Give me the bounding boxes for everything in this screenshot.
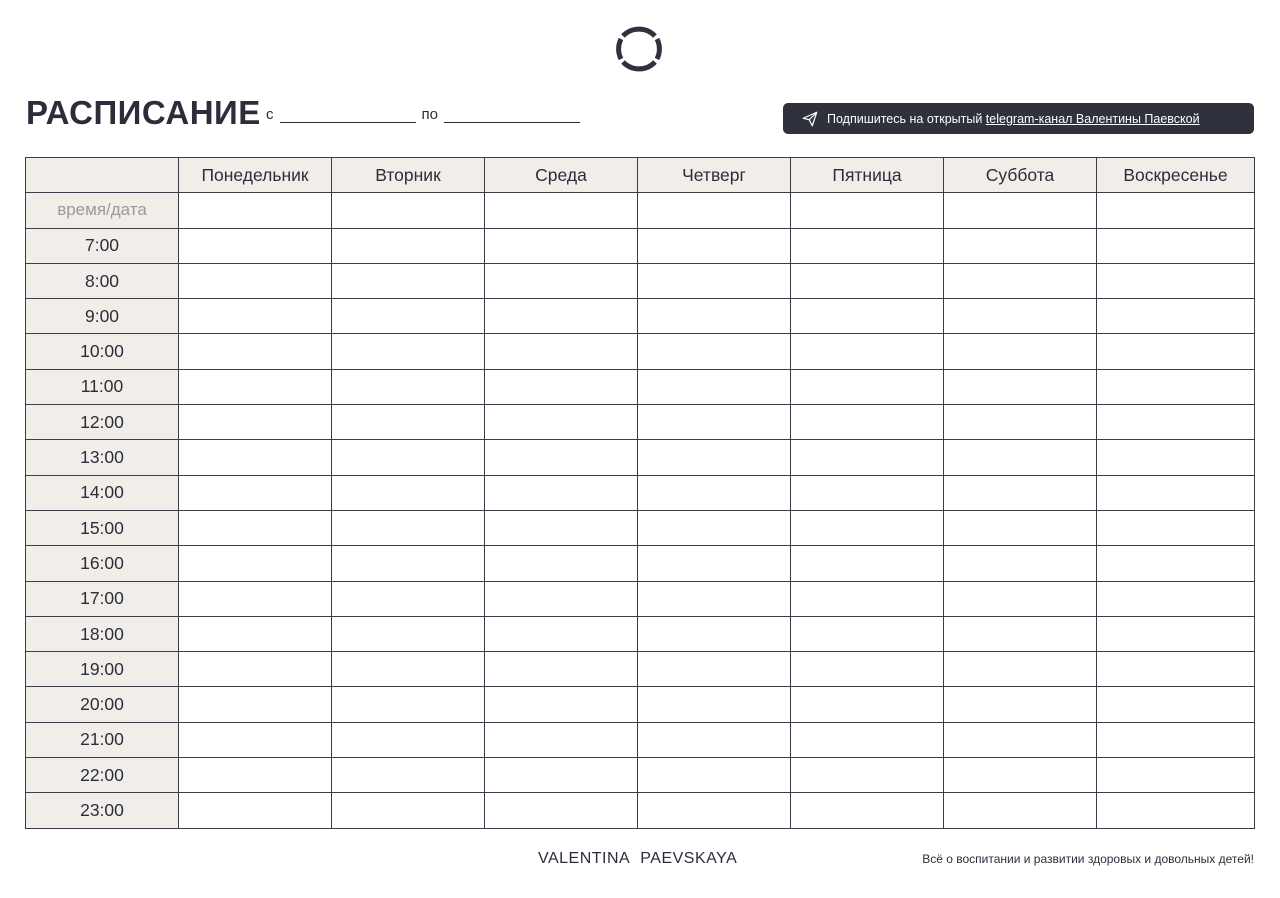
schedule-cell[interactable] [944, 475, 1097, 510]
schedule-cell[interactable] [944, 687, 1097, 722]
schedule-cell[interactable] [791, 793, 944, 828]
time-label: 15:00 [26, 510, 179, 545]
schedule-cell[interactable] [332, 687, 485, 722]
schedule-cell[interactable] [791, 758, 944, 793]
schedule-cell[interactable] [179, 334, 332, 369]
day-header: Пятница [791, 158, 944, 193]
schedule-cell[interactable] [791, 263, 944, 298]
to-label: по [421, 106, 438, 123]
schedule-cell[interactable] [791, 652, 944, 687]
footer-tagline: Всё о воспитании и развитии здоровых и довольных детей! [922, 852, 1254, 866]
schedule-cell[interactable] [944, 334, 1097, 369]
schedule-cell[interactable] [485, 263, 638, 298]
day-header: Воскресенье [1097, 158, 1255, 193]
from-date-field[interactable] [280, 107, 416, 123]
schedule-cell[interactable] [485, 405, 638, 440]
schedule-cell[interactable] [1097, 440, 1255, 475]
schedule-cell[interactable] [179, 581, 332, 616]
schedule-cell[interactable] [638, 475, 791, 510]
schedule-cell[interactable] [944, 369, 1097, 404]
schedule-cell[interactable] [332, 299, 485, 334]
day-header: Суббота [944, 158, 1097, 193]
schedule-cell[interactable] [1097, 652, 1255, 687]
time-row [26, 652, 1255, 687]
from-label: с [266, 106, 274, 123]
schedule-cell[interactable] [332, 475, 485, 510]
schedule-cell[interactable] [485, 687, 638, 722]
schedule-cell[interactable] [944, 299, 1097, 334]
schedule-cell[interactable] [485, 793, 638, 828]
schedule-cell[interactable] [944, 616, 1097, 651]
corner-cell [26, 158, 179, 193]
time-label: 23:00 [26, 793, 179, 828]
telegram-send-icon [801, 110, 819, 128]
time-row [26, 228, 1255, 263]
schedule-cell[interactable] [332, 334, 485, 369]
to-date-field[interactable] [444, 107, 580, 123]
time-row [26, 334, 1255, 369]
schedule-cell[interactable] [485, 228, 638, 263]
schedule-cell[interactable] [485, 440, 638, 475]
schedule-cell[interactable] [638, 652, 791, 687]
schedule-cell[interactable] [638, 510, 791, 545]
schedule-cell[interactable] [1097, 299, 1255, 334]
schedule-cell[interactable] [485, 652, 638, 687]
time-label: 9:00 [26, 299, 179, 334]
time-row [26, 722, 1255, 757]
time-row [26, 546, 1255, 581]
day-header-row [26, 158, 1255, 193]
schedule-cell[interactable] [332, 440, 485, 475]
schedule-cell[interactable] [485, 299, 638, 334]
schedule-cell[interactable] [944, 228, 1097, 263]
day-header: Среда [485, 158, 638, 193]
schedule-cell[interactable] [638, 299, 791, 334]
time-label: 14:00 [26, 475, 179, 510]
date-cell[interactable] [791, 193, 944, 228]
footer-brand: VALENTINA PAEVSKAYA [538, 850, 738, 867]
schedule-cell[interactable] [791, 369, 944, 404]
telegram-subscribe-button[interactable] [783, 103, 1254, 134]
schedule-cell[interactable] [944, 440, 1097, 475]
schedule-cell[interactable] [1097, 722, 1255, 757]
schedule-cell[interactable] [791, 581, 944, 616]
schedule-cell[interactable] [332, 793, 485, 828]
schedule-cell[interactable] [638, 722, 791, 757]
schedule-cell[interactable] [1097, 334, 1255, 369]
schedule-cell[interactable] [638, 440, 791, 475]
schedule-cell[interactable] [179, 440, 332, 475]
schedule-cell[interactable] [791, 228, 944, 263]
time-row [26, 405, 1255, 440]
schedule-cell[interactable] [485, 758, 638, 793]
schedule-cell[interactable] [179, 263, 332, 298]
time-row [26, 616, 1255, 651]
schedule-cell[interactable] [179, 793, 332, 828]
schedule-cell[interactable] [1097, 546, 1255, 581]
day-header: Четверг [638, 158, 791, 193]
schedule-cell[interactable] [944, 581, 1097, 616]
schedule-cell[interactable] [179, 369, 332, 404]
time-row [26, 263, 1255, 298]
schedule-cell[interactable] [791, 510, 944, 545]
schedule-cell[interactable] [1097, 405, 1255, 440]
schedule-cell[interactable] [791, 616, 944, 651]
schedule-cell[interactable] [179, 652, 332, 687]
schedule-cell[interactable] [332, 405, 485, 440]
schedule-cell[interactable] [485, 334, 638, 369]
schedule-cell[interactable] [179, 546, 332, 581]
schedule-table [25, 157, 1255, 829]
schedule-cell[interactable] [1097, 369, 1255, 404]
schedule-cell[interactable] [179, 405, 332, 440]
schedule-cell[interactable] [179, 722, 332, 757]
schedule-cell[interactable] [1097, 793, 1255, 828]
date-row-label: время/дата [26, 193, 179, 228]
time-label: 7:00 [26, 228, 179, 263]
telegram-text: Подпишитесь на открытый [827, 111, 986, 126]
schedule-cell[interactable] [1097, 263, 1255, 298]
schedule-cell[interactable] [332, 758, 485, 793]
time-row [26, 475, 1255, 510]
brand-logo-icon [614, 24, 664, 74]
schedule-cell[interactable] [944, 405, 1097, 440]
schedule-cell[interactable] [332, 228, 485, 263]
time-label: 17:00 [26, 581, 179, 616]
schedule-cell[interactable] [638, 687, 791, 722]
schedule-cell[interactable] [179, 475, 332, 510]
schedule-cell[interactable] [791, 299, 944, 334]
date-cell[interactable] [485, 193, 638, 228]
schedule-cell[interactable] [332, 652, 485, 687]
date-cell[interactable] [944, 193, 1097, 228]
schedule-cell[interactable] [791, 722, 944, 757]
schedule-cell[interactable] [485, 369, 638, 404]
schedule-cell[interactable] [638, 334, 791, 369]
schedule-cell[interactable] [485, 581, 638, 616]
schedule-cell[interactable] [332, 263, 485, 298]
telegram-link[interactable]: telegram-канал Валентины Паевской [985, 111, 1200, 126]
schedule-cell[interactable] [944, 793, 1097, 828]
schedule-cell[interactable] [791, 334, 944, 369]
schedule-cell[interactable] [638, 616, 791, 651]
schedule-cell[interactable] [791, 405, 944, 440]
time-label: 13:00 [26, 440, 179, 475]
time-label: 21:00 [26, 722, 179, 757]
schedule-cell[interactable] [944, 722, 1097, 757]
schedule-cell[interactable] [1097, 475, 1255, 510]
schedule-cell[interactable] [332, 616, 485, 651]
schedule-cell[interactable] [332, 581, 485, 616]
schedule-cell[interactable] [179, 758, 332, 793]
schedule-cell[interactable] [791, 440, 944, 475]
page-title: РАСПИСАНИЕ [26, 94, 261, 131]
schedule-cell[interactable] [791, 475, 944, 510]
time-label: 11:00 [26, 369, 179, 404]
schedule-cell[interactable] [1097, 687, 1255, 722]
schedule-cell[interactable] [179, 616, 332, 651]
time-label: 8:00 [26, 263, 179, 298]
date-cell[interactable] [1097, 193, 1255, 228]
time-label: 10:00 [26, 334, 179, 369]
time-row [26, 369, 1255, 404]
time-row [26, 440, 1255, 475]
time-label: 18:00 [26, 616, 179, 651]
schedule-cell[interactable] [332, 369, 485, 404]
date-row [26, 193, 1255, 228]
schedule-cell[interactable] [1097, 616, 1255, 651]
schedule-cell[interactable] [179, 510, 332, 545]
schedule-cell[interactable] [638, 581, 791, 616]
schedule-cell[interactable] [485, 510, 638, 545]
schedule-cell[interactable] [791, 687, 944, 722]
schedule-cell[interactable] [332, 722, 485, 757]
schedule-cell[interactable] [638, 546, 791, 581]
time-row [26, 758, 1255, 793]
schedule-cell[interactable] [638, 369, 791, 404]
schedule-cell[interactable] [944, 652, 1097, 687]
schedule-cell[interactable] [1097, 228, 1255, 263]
date-cell[interactable] [332, 193, 485, 228]
schedule-cell[interactable] [179, 228, 332, 263]
schedule-cell[interactable] [179, 299, 332, 334]
schedule-cell[interactable] [485, 722, 638, 757]
time-row [26, 687, 1255, 722]
schedule-cell[interactable] [944, 263, 1097, 298]
time-label: 22:00 [26, 758, 179, 793]
day-header: Понедельник [179, 158, 332, 193]
schedule-cell[interactable] [944, 546, 1097, 581]
date-cell[interactable] [179, 193, 332, 228]
time-label: 20:00 [26, 687, 179, 722]
schedule-cell[interactable] [485, 475, 638, 510]
time-label: 12:00 [26, 405, 179, 440]
date-range [266, 106, 580, 123]
schedule-cell[interactable] [332, 546, 485, 581]
schedule-cell[interactable] [485, 546, 638, 581]
schedule-cell[interactable] [332, 510, 485, 545]
schedule-cell[interactable] [179, 687, 332, 722]
schedule-cell[interactable] [791, 546, 944, 581]
schedule-cell[interactable] [944, 758, 1097, 793]
schedule-cell[interactable] [1097, 758, 1255, 793]
schedule-cell[interactable] [485, 616, 638, 651]
schedule-cell[interactable] [638, 758, 791, 793]
time-label: 16:00 [26, 546, 179, 581]
day-header: Вторник [332, 158, 485, 193]
schedule-cell[interactable] [638, 405, 791, 440]
time-label: 19:00 [26, 652, 179, 687]
time-row [26, 581, 1255, 616]
schedule-cell[interactable] [638, 263, 791, 298]
schedule-cell[interactable] [944, 510, 1097, 545]
time-row [26, 510, 1255, 545]
schedule-cell[interactable] [638, 793, 791, 828]
schedule-cell[interactable] [1097, 581, 1255, 616]
schedule-cell[interactable] [638, 228, 791, 263]
time-row [26, 299, 1255, 334]
date-cell[interactable] [638, 193, 791, 228]
schedule-cell[interactable] [1097, 510, 1255, 545]
time-row [26, 793, 1255, 828]
